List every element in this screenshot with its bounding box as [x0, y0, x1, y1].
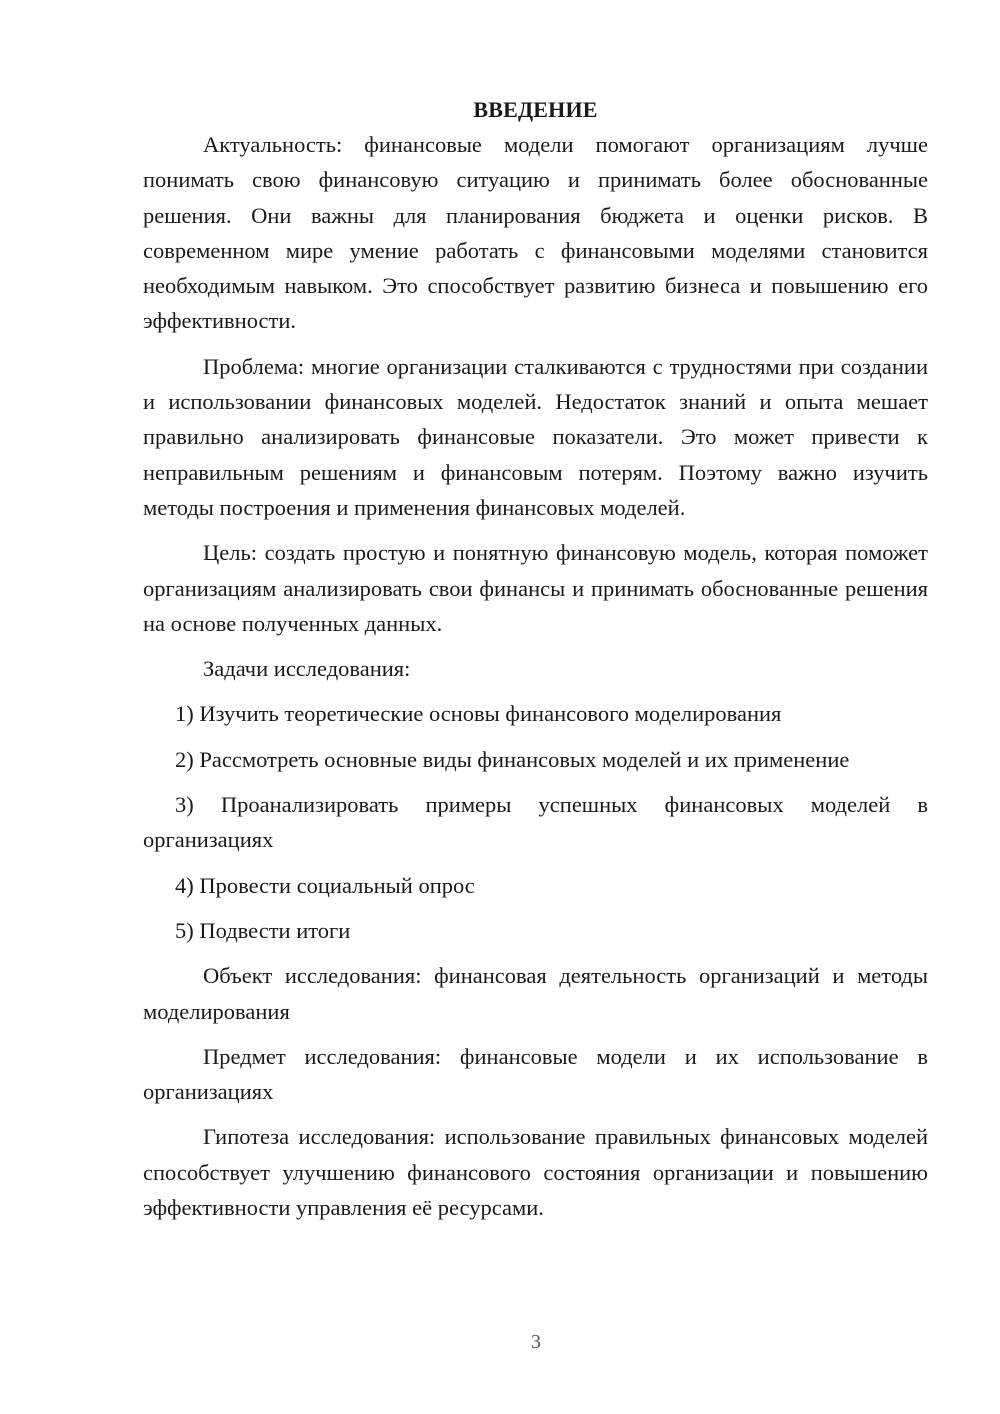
- paragraph-relevance: Актуальность: финансовые модели помогают организациям лучше понимать свою финансовую ситуацию и принимать более обоснованные решения. Они важны для планирования бюджета и оценки рисков. В современном мире умение работать с финансовыми моделями становится необходимым навыком. Это способствует развитию бизнеса и повышению его эффективности.: [143, 132, 928, 334]
- document-page: [143, 92, 928, 1235]
- paragraph-goal: Цель: создать простую и понятную финансовую модель, которая поможет организациям анализировать свои финансы и принимать обоснованные решения на основе полученных данных.: [143, 540, 928, 636]
- task-item-3: 3) Проанализировать примеры успешных финансовых моделей в организациях: [143, 792, 928, 853]
- task-item-5: 5) Подвести итоги: [175, 917, 351, 943]
- task-item-2: 2) Рассмотреть основные виды финансовых моделей и их применение: [175, 746, 850, 772]
- paragraph-subject: Предмет исследования: финансовые модели и их использование в организациях: [143, 1043, 928, 1105]
- tasks-title: Задачи исследования:: [203, 656, 411, 682]
- paragraph-hypothesis: Гипотеза исследования: использование правильных финансовых моделей способствует улучшению финансового состояния организации и повышению эффективности управления её ресурсами.: [143, 1124, 928, 1221]
- paragraph-object: Объект исследования: финансовая деятельность организаций и методы моделирования: [143, 963, 928, 1024]
- paragraph-problem: Проблема: многие организации сталкиваются с трудностями при создании и использовании финансовых моделей. Недостаток знаний и опыта мешает правильно анализировать финансовые показатели. Это может привести к неправильным решениям и финансовым потерям. Поэтому важно изучить методы построения и применения финансовых моделей.: [143, 353, 928, 520]
- section-heading: ВВЕДЕНИЕ: [473, 97, 598, 122]
- task-item-4: 4) Провести социальный опрос: [175, 872, 475, 898]
- task-item-1: 1) Изучить теоретические основы финансового моделирования: [175, 701, 782, 727]
- page-number: 3: [531, 1331, 541, 1353]
